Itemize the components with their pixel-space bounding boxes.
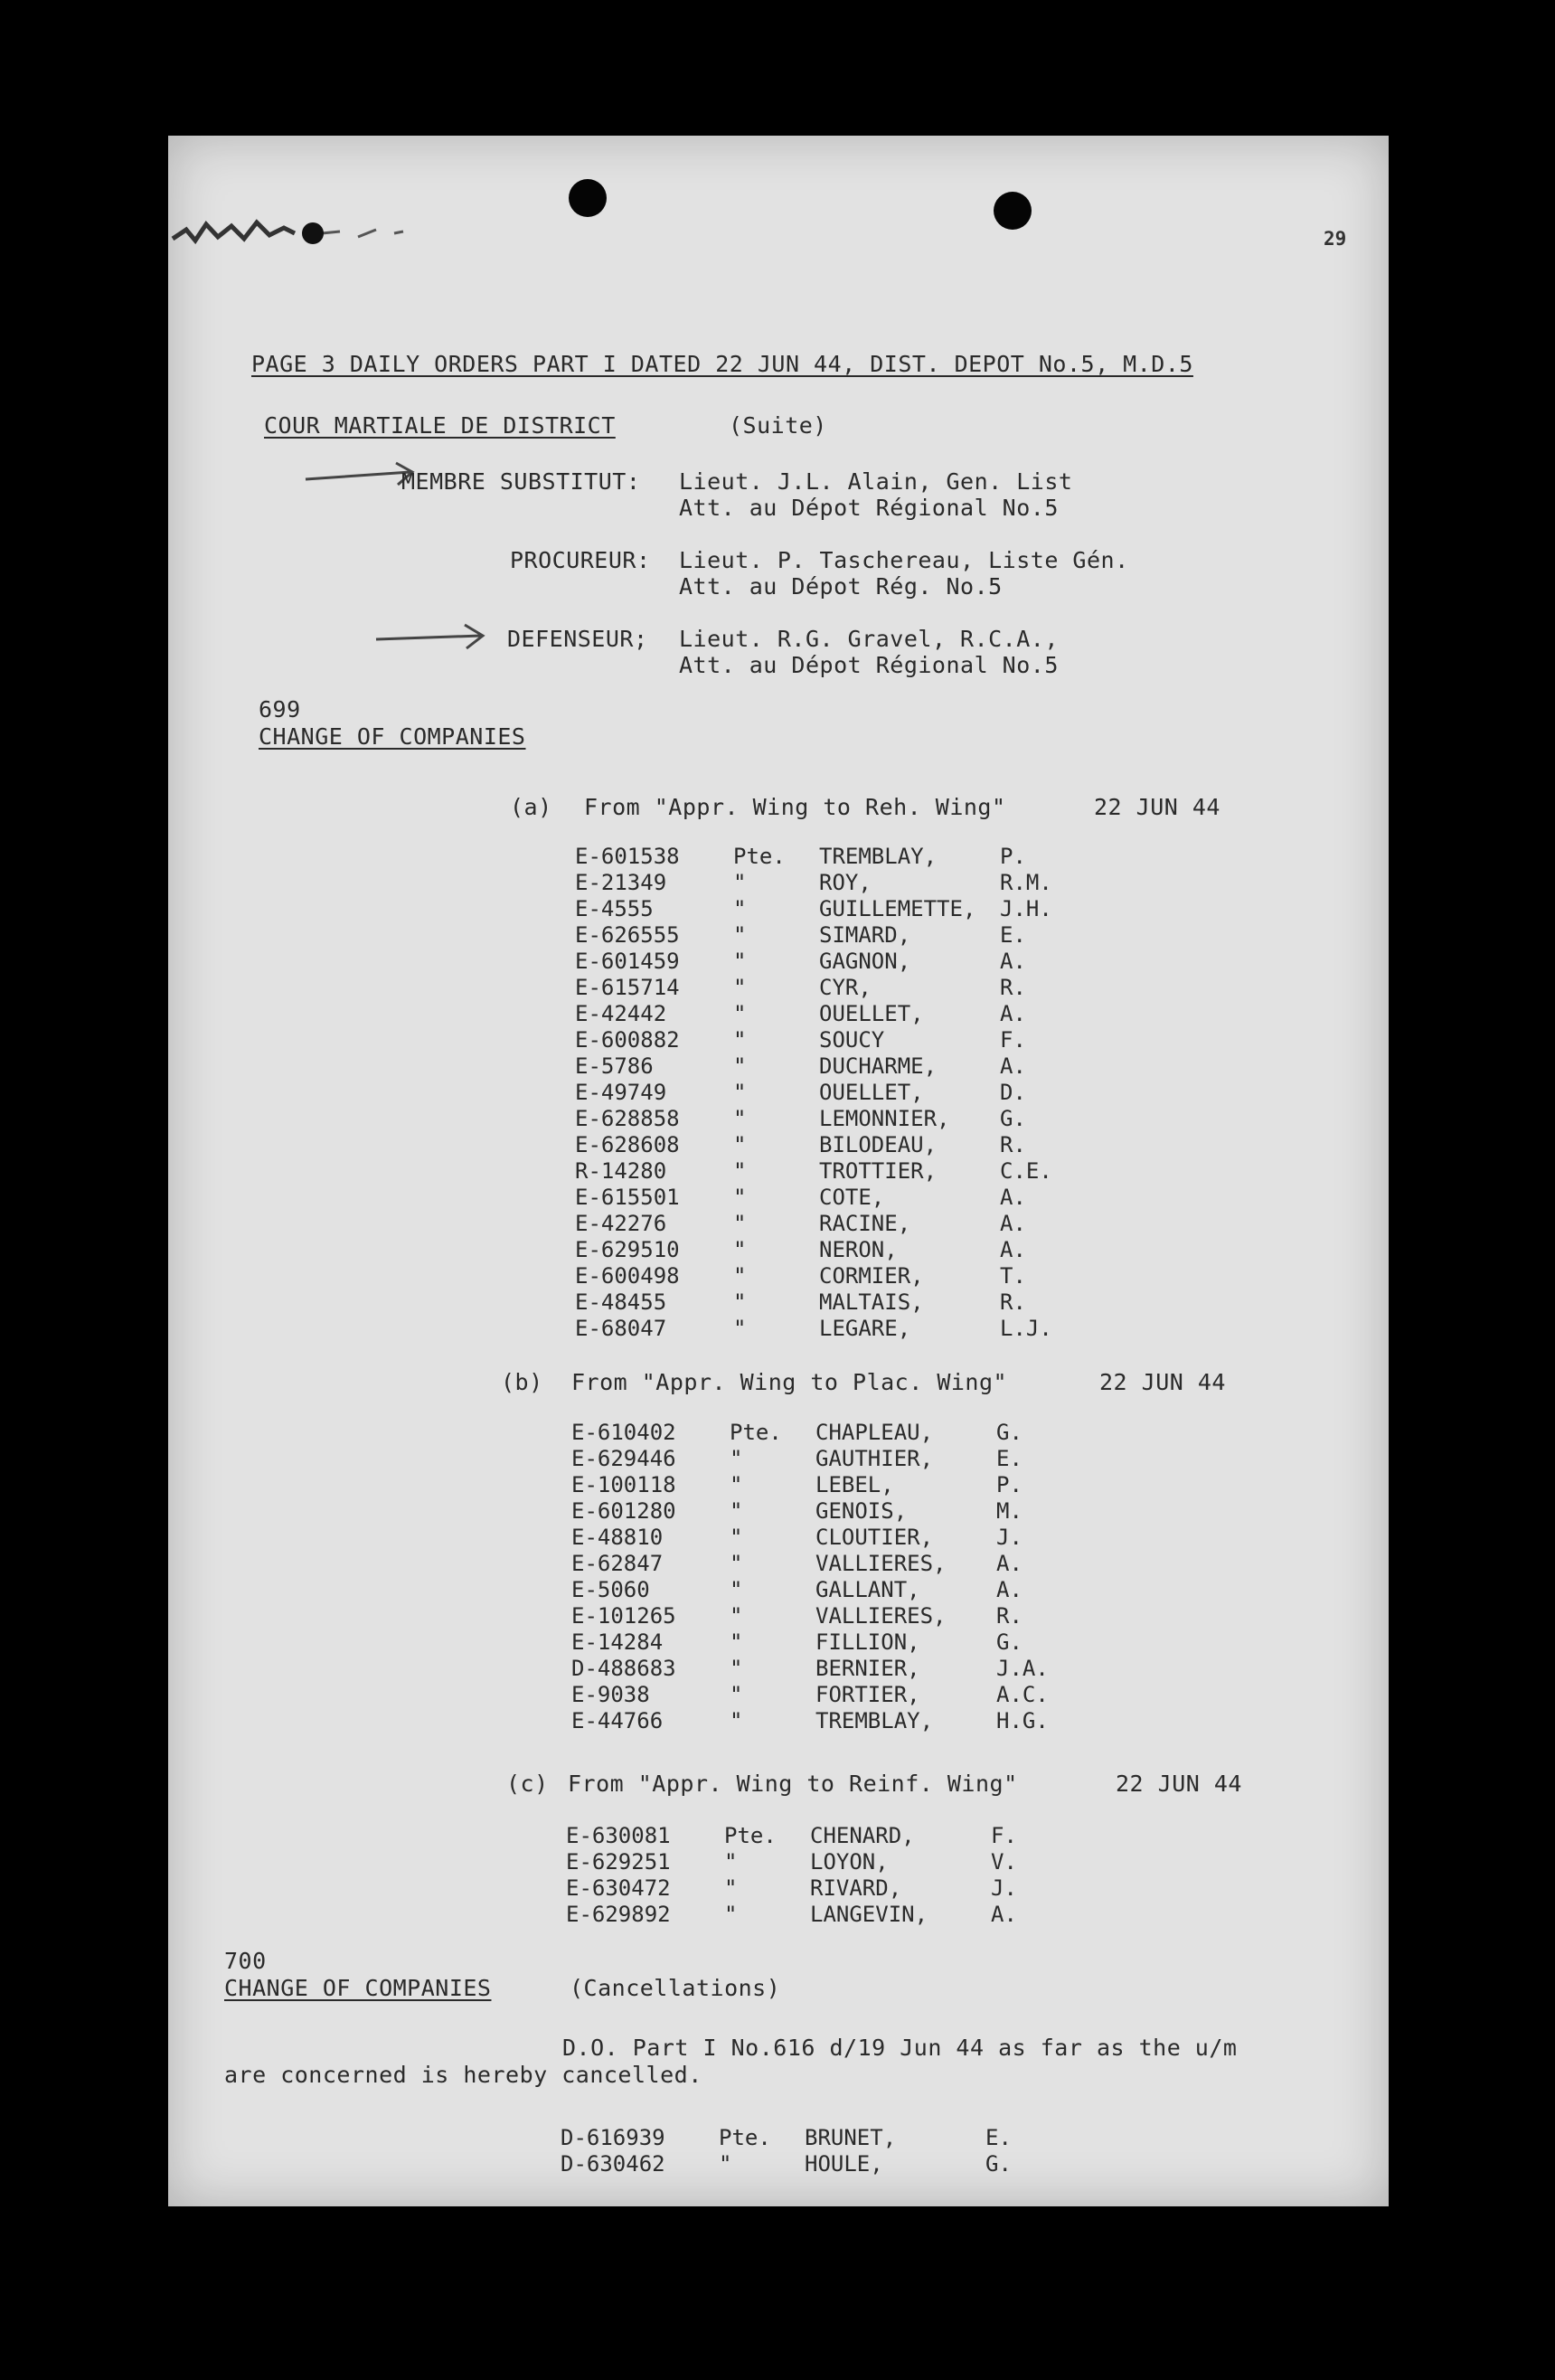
service-number: E-9038	[571, 1682, 650, 1707]
surname: LEGARE,	[819, 1316, 911, 1341]
membre-substitut-line1: Lieut. J.L. Alain, Gen. List	[679, 468, 1073, 495]
service-number: E-615501	[575, 1185, 680, 1210]
initials: A.	[1000, 1237, 1026, 1262]
initials: A.	[996, 1577, 1023, 1602]
surname: GALLANT,	[815, 1577, 920, 1602]
surname: OUELLET,	[819, 1001, 924, 1026]
initials: H.G.	[996, 1708, 1049, 1733]
arrow-icon	[374, 619, 492, 656]
rank: "	[733, 949, 747, 974]
group-c-from: From "Appr. Wing to Reinf. Wing"	[568, 1771, 1018, 1797]
surname: RACINE,	[819, 1211, 911, 1236]
surname: LEBEL,	[815, 1472, 894, 1497]
initials: T.	[1000, 1263, 1026, 1289]
initials: A.	[1000, 949, 1026, 974]
initials: A.	[996, 1551, 1023, 1576]
rank: "	[730, 1577, 743, 1602]
service-number: E-629892	[566, 1902, 671, 1927]
surname: TREMBLAY,	[815, 1708, 934, 1733]
service-number: D-616939	[561, 2125, 665, 2150]
surname: LANGEVIN,	[810, 1902, 928, 1927]
rank: Pte.	[730, 1420, 782, 1445]
initials: J.	[996, 1525, 1023, 1550]
surname: GAUTHIER,	[815, 1446, 934, 1471]
rank: "	[730, 1472, 743, 1497]
group-c-date: 22 JUN 44	[1116, 1771, 1242, 1797]
initials: R.	[1000, 1289, 1026, 1315]
surname: COTE,	[819, 1185, 885, 1210]
service-number: E-44766	[571, 1708, 664, 1733]
rank: "	[730, 1525, 743, 1550]
rank: "	[719, 2151, 732, 2177]
surname: LOYON,	[810, 1849, 889, 1875]
surname: BRUNET,	[805, 2125, 897, 2150]
initials: F.	[1000, 1027, 1026, 1053]
defenseur-line2: Att. au Dépot Régional No.5	[679, 652, 1059, 678]
initials: R.	[1000, 975, 1026, 1000]
section-699-title: CHANGE OF COMPANIES	[259, 723, 526, 750]
service-number: E-610402	[571, 1420, 676, 1445]
rank: Pte.	[719, 2125, 771, 2150]
court-martial-title: COUR MARTIALE DE DISTRICT	[264, 412, 616, 439]
surname: GAGNON,	[819, 949, 911, 974]
surname: TROTTIER,	[819, 1158, 938, 1184]
service-number: E-601280	[571, 1498, 676, 1524]
surname: CYR,	[819, 975, 872, 1000]
initials: R.	[996, 1603, 1023, 1629]
rank: "	[724, 1849, 738, 1875]
service-number: E-62847	[571, 1551, 664, 1576]
surname: SIMARD,	[819, 922, 911, 948]
rank: "	[733, 1158, 747, 1184]
service-number: E-42276	[575, 1211, 667, 1236]
surname: MALTAIS,	[819, 1289, 924, 1315]
initials: E.	[996, 1446, 1023, 1471]
initials: J.A.	[996, 1656, 1049, 1681]
initials: G.	[1000, 1106, 1026, 1131]
surname: VALLIERES,	[815, 1551, 947, 1576]
punch-hole	[994, 192, 1032, 230]
initials: J.	[991, 1875, 1017, 1901]
initials: G.	[985, 2151, 1012, 2177]
rank: "	[733, 1132, 747, 1157]
rank: "	[733, 1237, 747, 1262]
service-number: E-601459	[575, 949, 680, 974]
rank: "	[733, 1080, 747, 1105]
service-number: E-5786	[575, 1053, 654, 1079]
service-number: E-626555	[575, 922, 680, 948]
surname: HOULE,	[805, 2151, 883, 2177]
surname: VALLIERES,	[815, 1603, 947, 1629]
surname: FILLION,	[815, 1629, 920, 1655]
rank: "	[733, 1263, 747, 1289]
procureur-line2: Att. au Dépot Rég. No.5	[679, 573, 1003, 600]
surname: CHAPLEAU,	[815, 1420, 934, 1445]
rank: Pte.	[724, 1823, 777, 1848]
rank: "	[730, 1656, 743, 1681]
group-a-date: 22 JUN 44	[1094, 794, 1220, 820]
service-number: E-629446	[571, 1446, 676, 1471]
initials: C.E.	[1000, 1158, 1052, 1184]
rank: "	[733, 1001, 747, 1026]
rank: "	[733, 1027, 747, 1053]
initials: E.	[1000, 922, 1026, 948]
surname: RIVARD,	[810, 1875, 902, 1901]
service-number: E-615714	[575, 975, 680, 1000]
membre-substitut-label: MEMBRE SUBSTITUT:	[401, 468, 641, 495]
service-number: E-630081	[566, 1823, 671, 1848]
initials: P.	[1000, 844, 1026, 869]
rank: "	[733, 896, 747, 921]
service-number: E-630472	[566, 1875, 671, 1901]
initials: F.	[991, 1823, 1017, 1848]
rank: "	[724, 1902, 738, 1927]
surname: BERNIER,	[815, 1656, 920, 1681]
rank: "	[730, 1498, 743, 1524]
group-a-from: From "Appr. Wing to Reh. Wing"	[584, 794, 1006, 820]
initials: G.	[996, 1629, 1023, 1655]
rank: "	[730, 1682, 743, 1707]
service-number: E-14284	[571, 1629, 664, 1655]
service-number: E-628858	[575, 1106, 680, 1131]
surname: DUCHARME,	[819, 1053, 938, 1079]
service-number: E-5060	[571, 1577, 650, 1602]
initials: A.C.	[996, 1682, 1049, 1707]
initials: A.	[1000, 1001, 1026, 1026]
rank: "	[733, 1289, 747, 1315]
procureur-label: PROCUREUR:	[510, 547, 651, 573]
surname: TREMBLAY,	[819, 844, 938, 869]
initials: R.	[1000, 1132, 1026, 1157]
service-number: E-42442	[575, 1001, 667, 1026]
rank: "	[733, 1316, 747, 1341]
service-number: E-629251	[566, 1849, 671, 1875]
section-699-number: 699	[259, 696, 301, 722]
initials: L.J.	[1000, 1316, 1052, 1341]
service-number: E-48455	[575, 1289, 667, 1315]
service-number: E-628608	[575, 1132, 680, 1157]
service-number: E-68047	[575, 1316, 667, 1341]
rank: "	[724, 1875, 738, 1901]
service-number: E-4555	[575, 896, 654, 921]
rank: "	[733, 922, 747, 948]
group-b-date: 22 JUN 44	[1099, 1369, 1226, 1395]
section-700-title: CHANGE OF COMPANIES	[224, 1975, 492, 2001]
section-700-text-line2: are concerned is hereby cancelled.	[224, 2062, 702, 2088]
initials: D.	[1000, 1080, 1026, 1105]
rank: "	[730, 1629, 743, 1655]
page-header: PAGE 3 DAILY ORDERS PART I DATED 22 JUN 44, DIST. DEPOT No.5, M.D.5	[251, 351, 1193, 377]
service-number: R-14280	[575, 1158, 667, 1184]
defenseur-line1: Lieut. R.G. Gravel, R.C.A.,	[679, 626, 1059, 652]
service-number: E-629510	[575, 1237, 680, 1262]
surname: ROY,	[819, 870, 872, 895]
surname: LEMONNIER,	[819, 1106, 950, 1131]
service-number: E-101265	[571, 1603, 676, 1629]
rank: Pte.	[733, 844, 786, 869]
rank: "	[730, 1708, 743, 1733]
rank: "	[730, 1551, 743, 1576]
surname: CHENARD,	[810, 1823, 915, 1848]
initials: E.	[985, 2125, 1012, 2150]
service-number: E-600498	[575, 1263, 680, 1289]
group-b-from: From "Appr. Wing to Plac. Wing"	[571, 1369, 1008, 1395]
group-b-label: (b)	[501, 1369, 543, 1395]
service-number: D-630462	[561, 2151, 665, 2177]
group-a-label: (a)	[510, 794, 552, 820]
court-martial-suite: (Suite)	[729, 412, 827, 439]
initials: P.	[996, 1472, 1023, 1497]
initials: G.	[996, 1420, 1023, 1445]
surname: CLOUTIER,	[815, 1525, 934, 1550]
service-number: E-100118	[571, 1472, 676, 1497]
rank: "	[733, 1106, 747, 1131]
initials: A.	[1000, 1211, 1026, 1236]
membre-substitut-line2: Att. au Dépot Régional No.5	[679, 495, 1059, 521]
initials: J.H.	[1000, 896, 1052, 921]
surname: CORMIER,	[819, 1263, 924, 1289]
initials: M.	[996, 1498, 1023, 1524]
rank: "	[730, 1603, 743, 1629]
surname: BILODEAU,	[819, 1132, 938, 1157]
service-number: E-48810	[571, 1525, 664, 1550]
surname: FORTIER,	[815, 1682, 920, 1707]
service-number: D-488683	[571, 1656, 676, 1681]
initials: A.	[991, 1902, 1017, 1927]
rank: "	[733, 1053, 747, 1079]
document-sheet	[168, 136, 1389, 2206]
rank: "	[733, 1185, 747, 1210]
rank: "	[730, 1446, 743, 1471]
service-number: E-600882	[575, 1027, 680, 1053]
surname: NERON,	[819, 1237, 898, 1262]
defenseur-label: DEFENSEUR;	[507, 626, 648, 652]
page-number: 29	[1324, 228, 1347, 250]
surname: SOUCY	[819, 1027, 885, 1053]
initials: A.	[1000, 1053, 1026, 1079]
rank: "	[733, 975, 747, 1000]
section-700-number: 700	[224, 1948, 267, 1974]
punch-hole	[569, 179, 607, 217]
surname: GENOIS,	[815, 1498, 908, 1524]
rank: "	[733, 1211, 747, 1236]
service-number: E-21349	[575, 870, 667, 895]
scribble-mark	[168, 213, 439, 250]
service-number: E-601538	[575, 844, 680, 869]
surname: GUILLEMETTE,	[819, 896, 976, 921]
section-700-subtitle: (Cancellations)	[570, 1975, 781, 2001]
group-c-label: (c)	[506, 1771, 549, 1797]
procureur-line1: Lieut. P. Taschereau, Liste Gén.	[679, 547, 1129, 573]
service-number: E-49749	[575, 1080, 667, 1105]
section-700-text-line1: D.O. Part I No.616 d/19 Jun 44 as far as the u/m	[562, 2035, 1238, 2061]
initials: R.M.	[1000, 870, 1052, 895]
initials: A.	[1000, 1185, 1026, 1210]
surname: OUELLET,	[819, 1080, 924, 1105]
initials: V.	[991, 1849, 1017, 1875]
rank: "	[733, 870, 747, 895]
